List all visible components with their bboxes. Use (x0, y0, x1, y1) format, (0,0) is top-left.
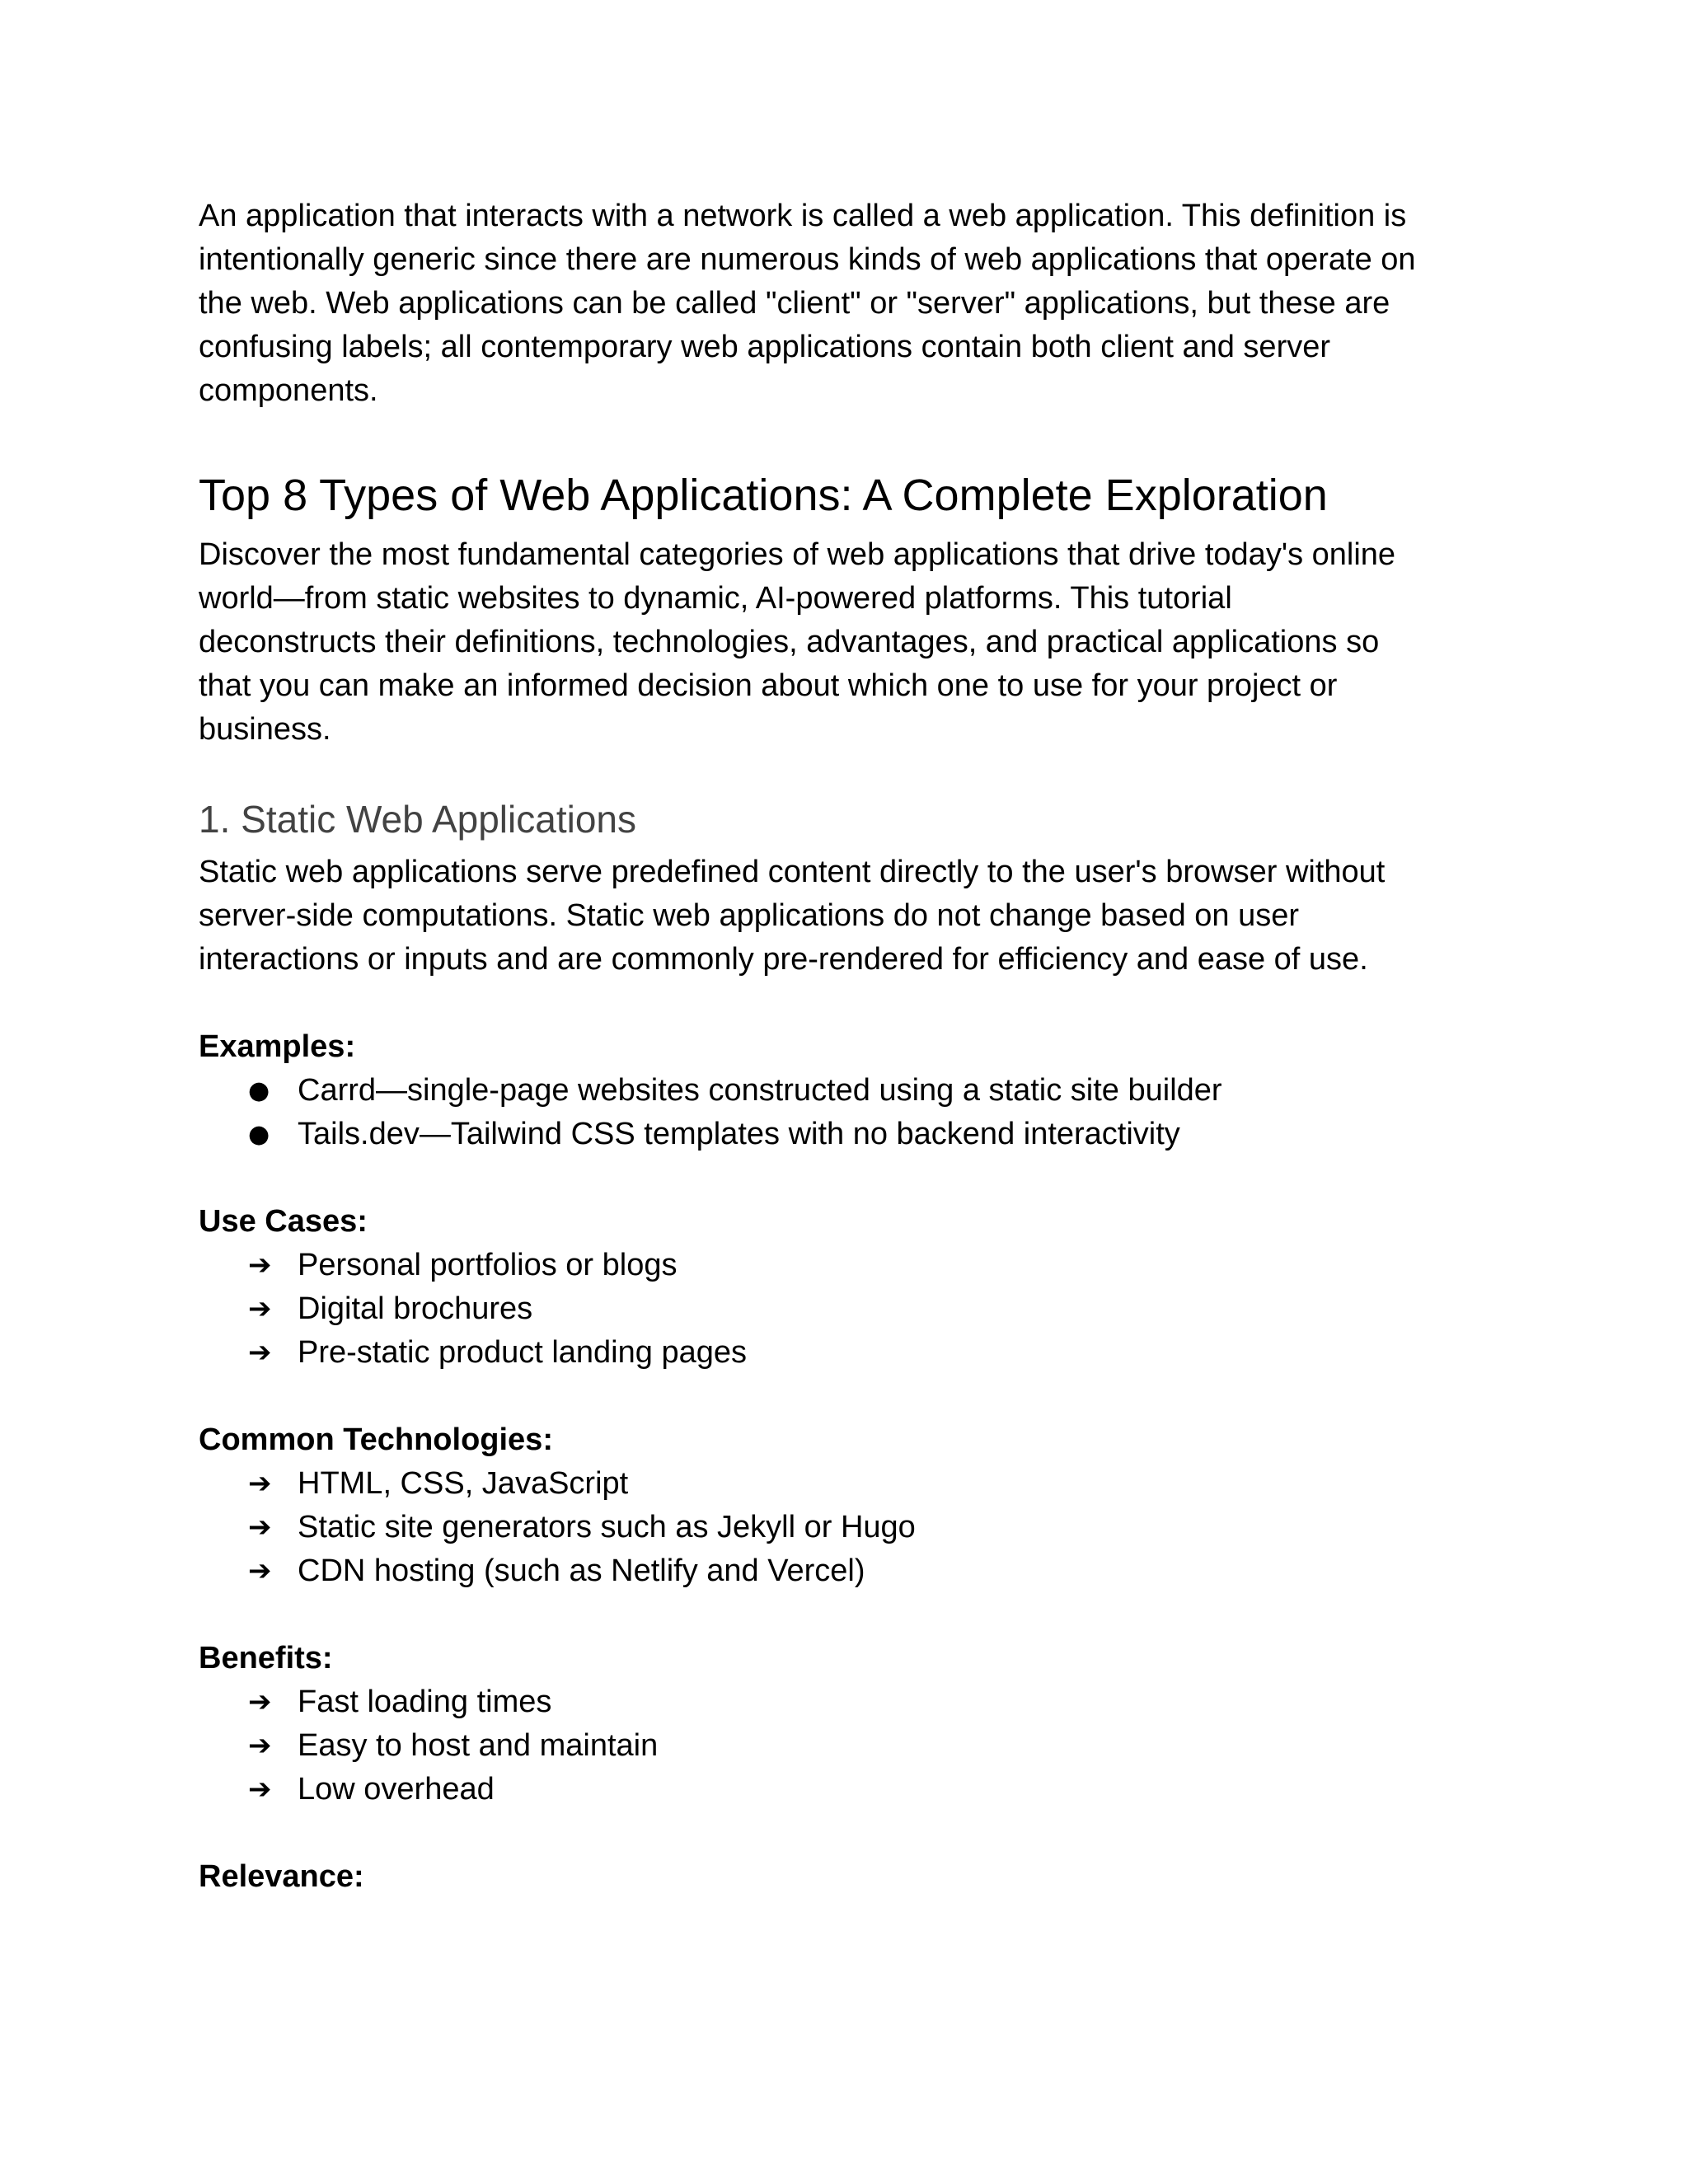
list-item-text: Carrd—single-page websites constructed using a static site builder (298, 1073, 1222, 1108)
list-item-text: CDN hosting (such as Netlify and Vercel) (298, 1554, 865, 1588)
arrow-right-icon: ➔ (248, 1729, 272, 1762)
list-item-text: Pre-static product landing pages (298, 1335, 747, 1370)
list-item (199, 1549, 1501, 1593)
list-item (199, 1768, 1501, 1811)
list-item-text: Personal portfolios or blogs (298, 1248, 678, 1282)
arrow-right-icon: ➔ (248, 1511, 272, 1544)
list-item-text: HTML, CSS, JavaScript (298, 1466, 629, 1501)
arrow-right-icon: ➔ (248, 1336, 272, 1369)
document-title: Top 8 Types of Web Applications: A Complete Exploration (199, 471, 1328, 520)
list-item (199, 1331, 1501, 1375)
examples-list (199, 1069, 1501, 1156)
description-paragraph: Discover the most fundamental categories of web applications that drive today's online world—from static websites to dynamic, AI-powered platforms. This tutorial deconstructs their definitions, technologies, advantages, and practical applications so that you can make an informed decision about which one to use for your project or business. (199, 537, 1396, 747)
intro-paragraph: An application that interacts with a network is called a web application. This definition is intentionally generic since there are numerous kinds of web applications that operate on the web. Web applications can be called "client" or "server" applications, but these are confusing labels; all contemporary web applications contain both client and server components. (199, 199, 1416, 408)
list-item-text: Fast loading times (298, 1685, 552, 1719)
arrow-right-icon: ➔ (248, 1467, 272, 1500)
arrow-right-icon: ➔ (248, 1292, 272, 1325)
technologies-label: Common Technologies: (199, 1422, 553, 1457)
list-item (199, 1506, 1501, 1549)
benefits-label: Benefits: (199, 1641, 333, 1675)
list-item (199, 1113, 1501, 1156)
list-item (199, 1287, 1501, 1331)
list-item (199, 1069, 1501, 1113)
use-cases-list (199, 1244, 1501, 1375)
document-content (199, 194, 1501, 1899)
arrow-right-icon: ➔ (248, 1773, 272, 1806)
technologies-list (199, 1462, 1501, 1593)
use-cases-label: Use Cases: (199, 1204, 368, 1239)
list-item-text: Tails.dev—Tailwind CSS templates with no backend interactivity (298, 1117, 1180, 1151)
list-item-text: Low overhead (298, 1772, 495, 1807)
arrow-right-icon: ➔ (248, 1554, 272, 1587)
examples-label: Examples: (199, 1029, 356, 1064)
list-item-text: Easy to host and maintain (298, 1728, 659, 1763)
list-item-text: Digital brochures (298, 1291, 533, 1326)
benefits-list (199, 1680, 1501, 1811)
section-heading-static-web-apps: 1. Static Web Applications (199, 798, 636, 841)
arrow-right-icon: ➔ (248, 1249, 272, 1282)
relevance-label: Relevance: (199, 1859, 364, 1894)
list-item (199, 1680, 1501, 1724)
list-item (199, 1724, 1501, 1768)
bullet-dot-icon: ● (248, 1076, 270, 1105)
list-item (199, 1462, 1501, 1506)
list-item (199, 1244, 1501, 1287)
arrow-right-icon: ➔ (248, 1685, 272, 1718)
bullet-dot-icon: ● (248, 1120, 270, 1149)
list-item-text: Static site generators such as Jekyll or Hugo (298, 1510, 916, 1544)
section-body-paragraph: Static web applications serve predefined content directly to the user's browser without server-side computations. Static web applications do not change based on user interactions or inputs and are commonly pre-rendered for efficiency and ease of use. (199, 855, 1386, 977)
